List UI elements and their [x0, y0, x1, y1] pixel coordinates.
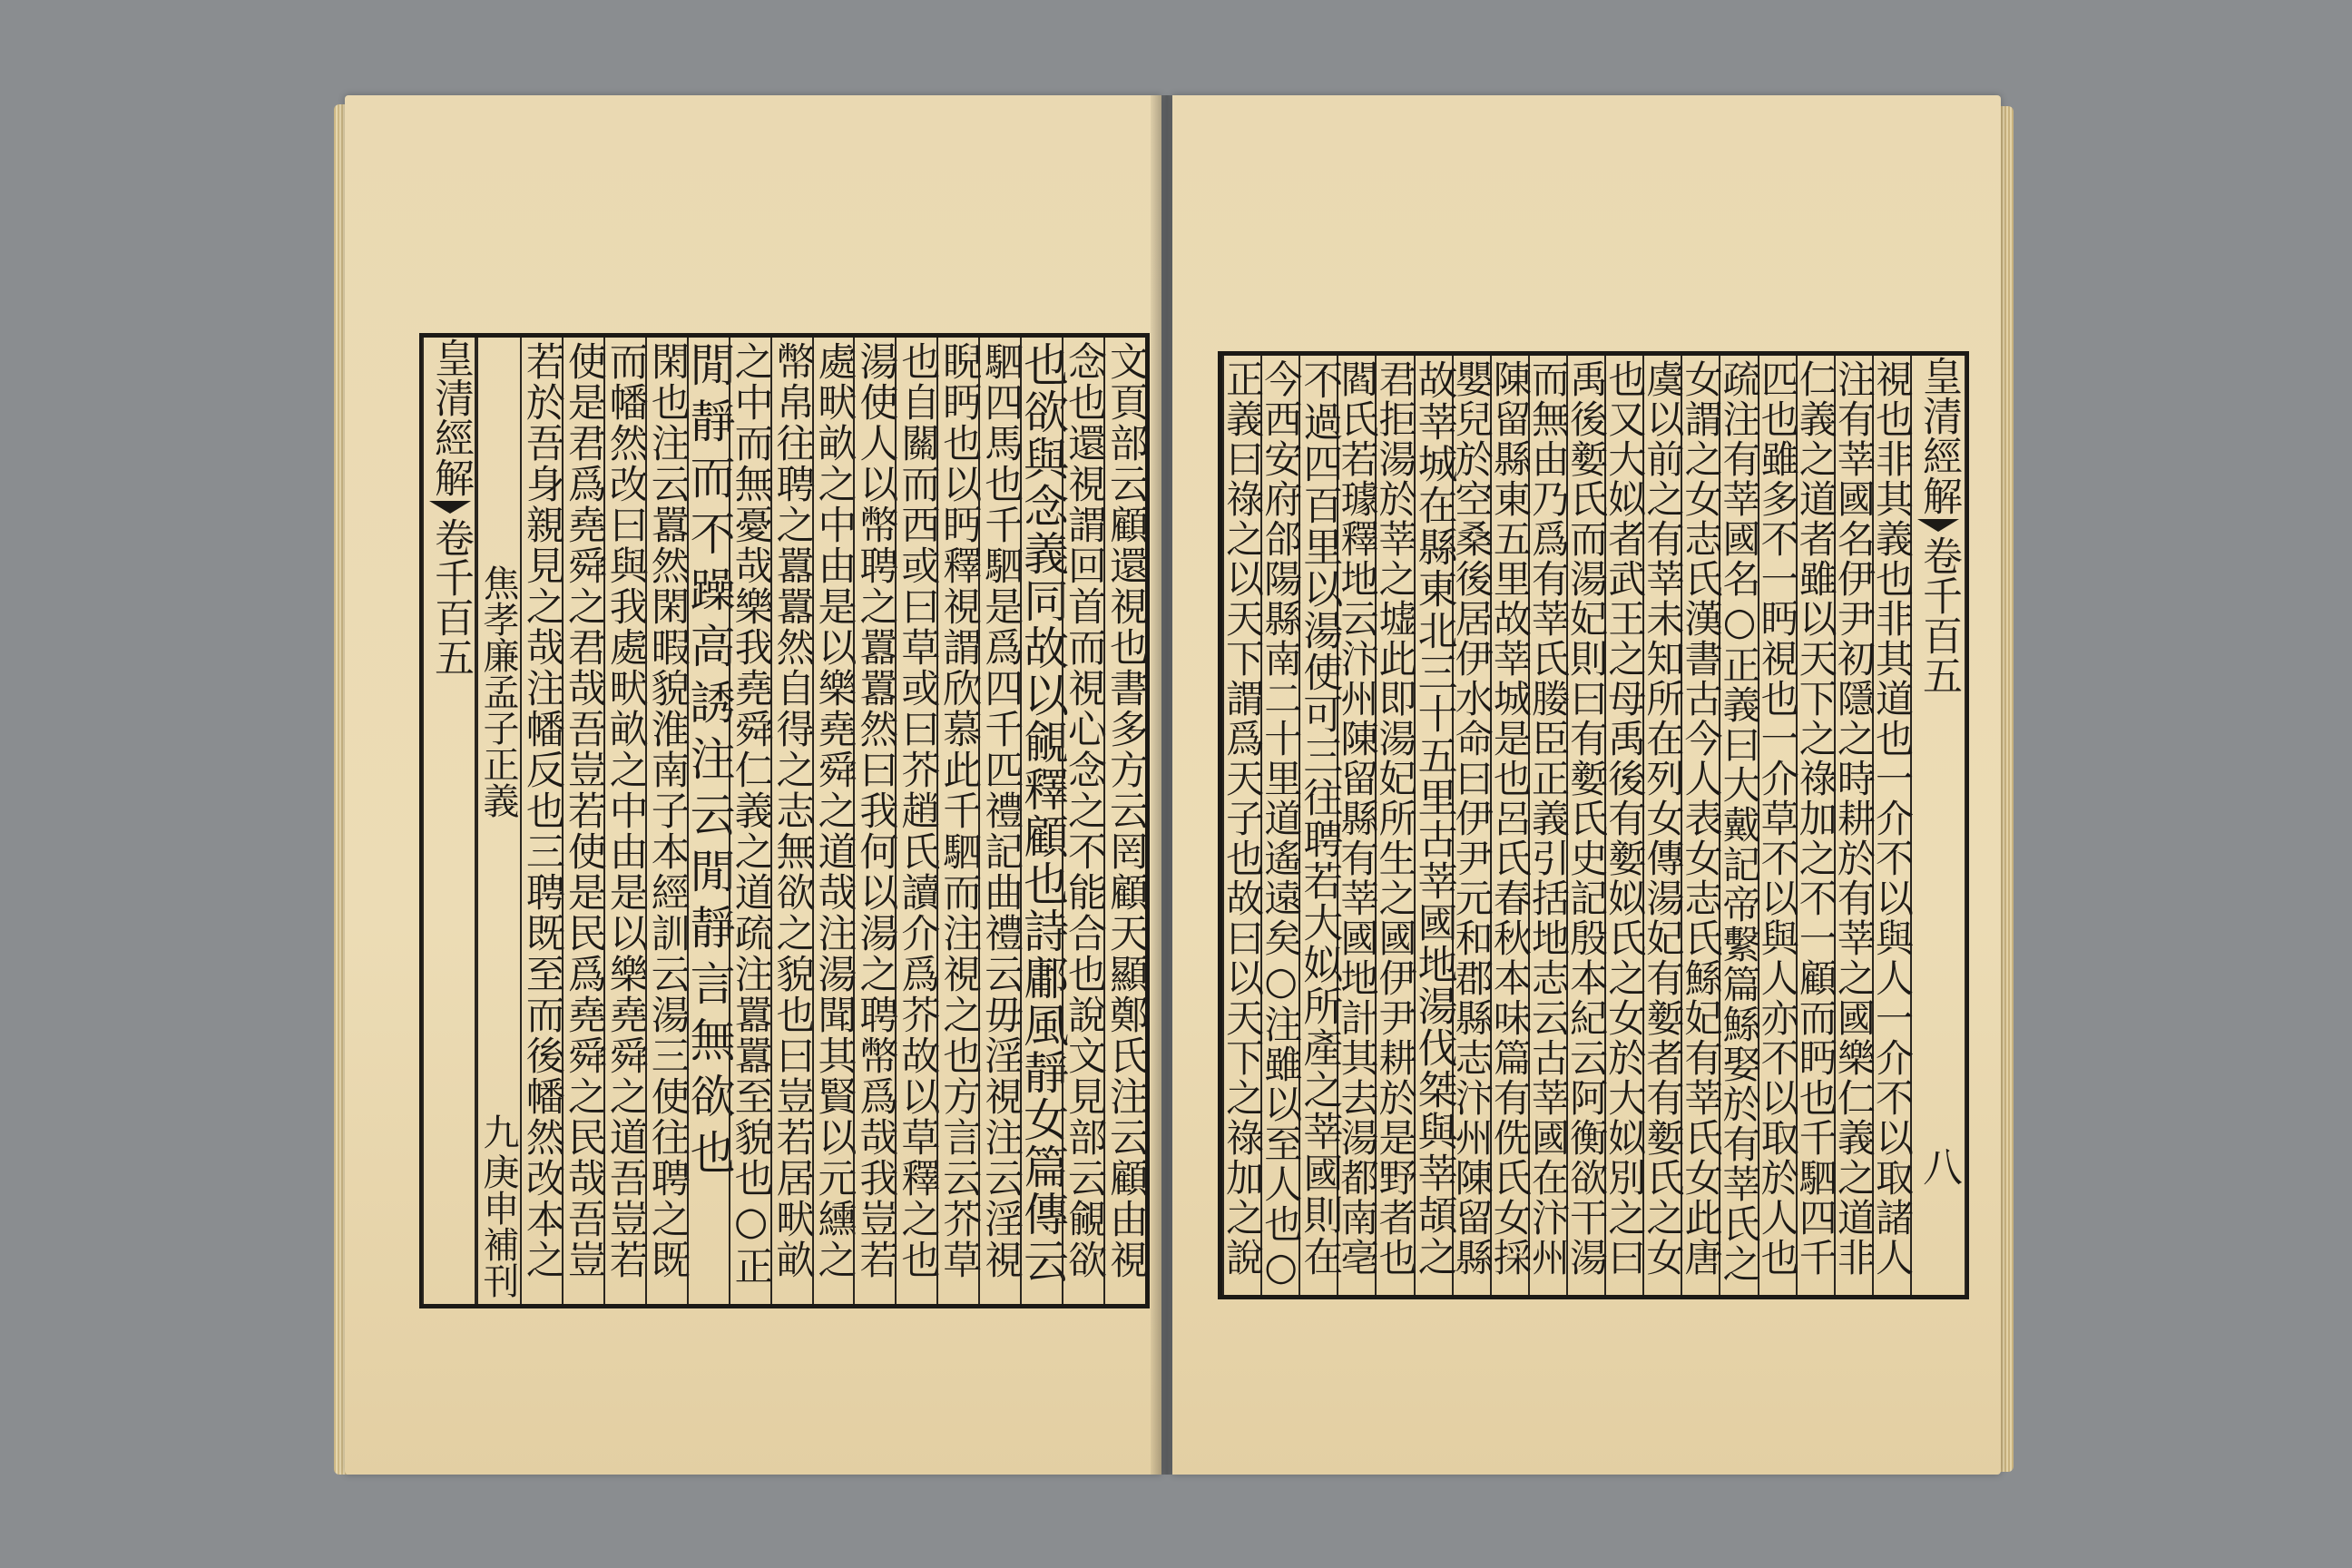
- left-text-column: [1016, 338, 1070, 1304]
- right-text-column: [1602, 356, 1648, 1295]
- left-text-column: [1062, 338, 1108, 1304]
- left-page: [345, 95, 1161, 1475]
- left-column-text: 若於吾身親見之哉注幡反也三聘既至而後幡然改本之: [519, 341, 565, 1280]
- left-text-column: [644, 338, 691, 1304]
- right-column-text: 疏注有莘國名○正義曰大戴記帝繫篇鯀娶於有莘氏之: [1717, 359, 1762, 1284]
- right-column-text: 不過四百里以湯使可三往聘若大姒所產之莘國則在: [1296, 359, 1343, 1278]
- right-column-text: 虞以前之有莘未知所在列女傳湯妃有㜪者有㜪氏之女: [1641, 359, 1686, 1278]
- right-column-text: 正義曰祿之以天下謂爲天子也故曰以天下之祿加之說: [1220, 359, 1266, 1278]
- left-text-column: [895, 338, 941, 1304]
- right-text-column: [1335, 356, 1380, 1295]
- right-strip-juan: 卷千百五: [1916, 535, 1962, 695]
- left-column-text: 幣帛往聘之囂囂然自得之志無欲之貌也曰豈若居畎畝: [769, 341, 816, 1280]
- right-column-text: 故莘城在縣東北三十五里古莘國地湯伐桀與莘頡之: [1410, 359, 1457, 1278]
- right-strip-page-number: 八: [1916, 1146, 1962, 1186]
- left-text-column: [561, 338, 607, 1304]
- right-text-column: [1487, 356, 1533, 1295]
- left-column-text: 之中而無憂哉樂我堯舜仁義之道疏注囂囂至貌也○正: [728, 341, 774, 1287]
- left-column-text: 閑也注云囂然閑暇貌淮南子本經訓云湯三使往聘之既: [644, 341, 691, 1280]
- left-strip-page-number: 九: [477, 1113, 519, 1150]
- left-text-column: [811, 338, 858, 1304]
- left-text-column: [1102, 338, 1149, 1304]
- right-center-strip: [1910, 356, 1966, 1295]
- right-column-text: 注有莘國名伊尹初隱之時耕於有莘之國樂仁義之道非: [1831, 359, 1877, 1278]
- right-text-column: [1755, 356, 1800, 1295]
- left-column-text: 睨眄也以眄釋視謂欣慕此千駟而注視之也方言云芥草: [936, 341, 983, 1280]
- left-text-column: [853, 338, 899, 1304]
- left-column-text: 也欲與念義同故以覦釋顧也詩鄘風靜女篇傳云: [1016, 341, 1070, 1285]
- left-text-frame: [419, 333, 1150, 1308]
- right-text-column: [1220, 356, 1266, 1295]
- right-column-text: 女謂之女志氏漢書古今人表女志氏鯀妃有莘氏女此唐: [1679, 359, 1724, 1278]
- right-text-column: [1259, 356, 1304, 1295]
- left-text-column: [936, 338, 983, 1304]
- right-text-column: [1717, 356, 1762, 1295]
- right-strip-title: 皇清經解: [1916, 356, 1962, 515]
- right-column-text: 君拒湯於莘之墟此即湯妃所生之國伊尹耕於是野者也: [1373, 359, 1418, 1278]
- left-strip-edition: 庚申補刊: [477, 1153, 519, 1298]
- right-column-text: 今西安府郃陽縣南二十里道遙遠矣○注雖以至人也○: [1259, 359, 1304, 1290]
- right-text-column: [1564, 356, 1610, 1295]
- left-author-column: [475, 338, 520, 1304]
- left-text-column: [728, 338, 774, 1304]
- right-text-frame: [1218, 351, 1969, 1299]
- right-page: [1172, 95, 2001, 1475]
- left-column-text: 處畎畝之中由是以樂堯舜之道哉注湯聞其賢以元纁之: [811, 341, 858, 1280]
- right-text-column: [1641, 356, 1686, 1295]
- right-text-column: [1869, 356, 1915, 1295]
- right-column-text: 仁義之道者雖以天下之祿加之不一顧而眄也千駟四千: [1793, 359, 1838, 1278]
- left-text-column: [603, 338, 649, 1304]
- left-column-text: 也自關而西或曰草或曰芥趙氏讀介爲芥故以草釋之也: [895, 341, 941, 1280]
- right-text-column: [1296, 356, 1343, 1295]
- left-column-text: 湯使人以幣聘之囂囂然曰我何以湯之聘幣爲哉我豈若: [853, 341, 899, 1280]
- right-text-column: [1831, 356, 1877, 1295]
- right-text-column: [1525, 356, 1571, 1295]
- right-column-text: 也又大姒者武王之母禹後有㜪姒氏之女於大姒別之曰: [1602, 359, 1648, 1278]
- left-column-text: 而幡然改曰與我處畎畝之中由是以樂堯舜之道吾豈若: [603, 341, 649, 1280]
- left-strip-author: 焦孝廉孟子正義: [477, 564, 519, 818]
- left-strip-juan: 卷千百五: [427, 517, 474, 677]
- right-text-column: [1410, 356, 1457, 1295]
- open-book: [345, 95, 2001, 1475]
- left-text-column: [978, 338, 1024, 1304]
- left-column-text: 文頁部云顧還視也書多方云罔顧天顯鄭氏注云顧由視: [1102, 341, 1149, 1280]
- right-text-column: [1679, 356, 1724, 1295]
- left-strip-title: 皇清經解: [427, 338, 474, 497]
- left-text-column: [682, 338, 736, 1304]
- left-text-column: [519, 338, 565, 1304]
- right-column-text: 視也非其義也非其道也一介不以與人一介不以取諸人: [1869, 359, 1915, 1278]
- right-column-text: 嬰兒於空桑後居伊水命曰伊尹元和郡縣志汴州陳留縣: [1449, 359, 1494, 1278]
- right-column-text: 而無由乃爲有莘氏媵臣正義引括地志云古莘國在汴州: [1525, 359, 1571, 1278]
- right-text-column: [1793, 356, 1838, 1295]
- left-column-text: 駟四馬也千駟是爲四千匹禮記曲禮云毋淫視注云淫視: [978, 341, 1024, 1280]
- left-column-text: 閒靜而不躁高誘注云閒靜言無欲也: [682, 341, 736, 1185]
- right-column-text: 匹也雖多不一眄視也一介草不以與人亦不以取於人也: [1755, 359, 1800, 1278]
- right-text-column: [1373, 356, 1418, 1295]
- left-column-text: 使是君爲堯舜之君哉吾豈若使是民爲堯舜之民哉吾豈: [561, 341, 607, 1280]
- fishtail-mark: [429, 501, 471, 514]
- right-column-text: 閻氏若璩釋地云汴州陳留縣有莘國地計其去湯都南亳: [1335, 359, 1380, 1278]
- left-text-column: [769, 338, 816, 1304]
- fishtail-mark: [1917, 519, 1959, 532]
- right-text-column: [1449, 356, 1494, 1295]
- right-column-text: 禹後㜪氏而湯妃則曰有㜪氏史記殷本紀云阿衡欲干湯: [1564, 359, 1610, 1278]
- right-column-text: 陳留縣東五里故莘城是也呂氏春秋本味篇有侁氏女採: [1487, 359, 1533, 1278]
- left-column-text: 念也還視謂回首而視心念之不能合也說文見部云覦欲: [1062, 341, 1108, 1280]
